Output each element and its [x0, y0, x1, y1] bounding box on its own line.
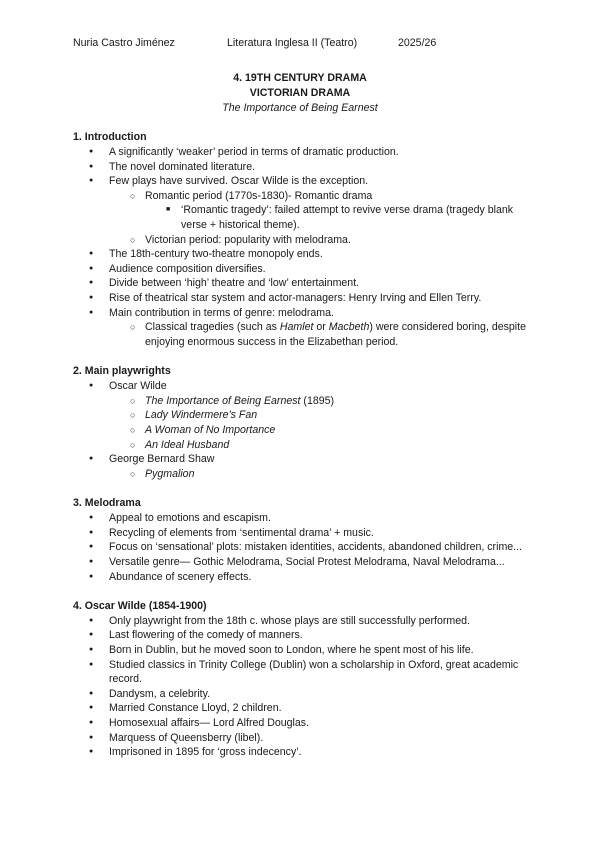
- sub-list: [109, 394, 533, 452]
- section-main-playwrights: [73, 364, 533, 481]
- list-item: ● The novel dominated literature.: [73, 160, 533, 175]
- bullet-list: [73, 614, 533, 760]
- sub-list-item: [73, 394, 533, 409]
- document-body: [73, 130, 533, 775]
- header-author: Nuria Castro Jiménez: [73, 37, 175, 49]
- list-item-text: Few plays have survived. Oscar Wilde is the exception.: [109, 175, 369, 188]
- bullet-list: [73, 511, 533, 584]
- list-item: ● The 18th-century two-theatre monopoly ends.: [73, 247, 533, 262]
- section-title: 4. Oscar Wilde (1854-1900): [73, 599, 207, 612]
- list-item: ● Studied classics in Trinity College (Dublin) won a scholarship in Oxford, great academic record.: [73, 658, 533, 687]
- play-title: The Importance of Being Earnest: [145, 394, 301, 407]
- section-title: 3. Melodrama: [73, 497, 141, 510]
- list-item: ● Only playwright from the 18th c. whose plays are still successfully performed.: [73, 614, 533, 629]
- sub-list-item: [73, 189, 533, 233]
- list-item: ● Abundance of scenery effects.: [73, 570, 533, 585]
- list-item: [73, 379, 533, 452]
- play-title-macbeth: Macbeth: [328, 321, 370, 334]
- sub-list-item: ○ An Ideal Husband: [73, 438, 533, 453]
- list-item: ● Versatile genre— Gothic Melodrama, Social Protest Melodrama, Naval Melodrama...: [73, 555, 533, 570]
- sub-list: [109, 189, 533, 247]
- section-melodrama: [73, 496, 533, 584]
- document-subtitle: VICTORIAN DRAMA: [249, 87, 351, 99]
- header-course: Literatura Inglesa II (Teatro): [227, 37, 358, 49]
- list-item: ● Marquess of Queensberry (libel).: [73, 731, 533, 746]
- document-play-title: The Importance of Being Earnest: [222, 102, 378, 114]
- sub-list-item: ○ A Woman of No Importance: [73, 423, 533, 438]
- list-item: ● Appeal to emotions and escapism.: [73, 511, 533, 526]
- sub-list: [109, 467, 533, 482]
- play-year: (1895): [300, 394, 335, 407]
- list-item-text: Romantic period (1770s-1830)- Romantic drama: [145, 189, 373, 202]
- list-item-text: George Bernard Shaw: [109, 453, 215, 466]
- section-oscar-wilde: [73, 599, 533, 760]
- list-item: [73, 306, 533, 350]
- title-block: [0, 71, 600, 116]
- sub-list-item: ○ Victorian period: popularity with melodrama.: [73, 233, 533, 248]
- document-title: 4. 19TH CENTURY DRAMA: [233, 72, 367, 84]
- list-item-text: Oscar Wilde: [109, 380, 167, 393]
- text-fragment: Classical tragedies (such as: [145, 321, 280, 334]
- list-item: ● Recycling of elements from ‘sentimental drama’ + music.: [73, 526, 533, 541]
- list-item: ● Audience composition diversifies.: [73, 262, 533, 277]
- sub-sub-list: [145, 203, 533, 232]
- list-item: ● Married Constance Lloyd, 2 children.: [73, 701, 533, 716]
- list-item: ● Focus on ‘sensational’ plots: mistaken identities, accidents, abandoned children, crime...: [73, 540, 533, 555]
- sub-list-item: ○ Lady Windermere’s Fan: [73, 408, 533, 423]
- list-item-text: Main contribution in terms of genre: melodrama.: [109, 306, 334, 319]
- text-fragment: ) were considered boring, despite enjoying enormous success in the Elizabethan period.: [145, 321, 526, 348]
- text-fragment: or: [313, 321, 329, 334]
- section-introduction: [73, 130, 533, 349]
- bullet-list: [73, 379, 533, 481]
- page-header: [73, 36, 553, 50]
- header-year: 2025/26: [398, 37, 437, 49]
- section-title: 1. Introduction: [73, 131, 147, 143]
- bullet-list: [73, 145, 533, 349]
- list-item: [73, 174, 533, 247]
- sub-sub-list-item: ■ ‘Romantic tragedy’: failed attempt to revive verse drama (tragedy blank verse + historical theme).: [73, 203, 533, 232]
- sub-list-item: ○ Pygmalion: [73, 467, 533, 482]
- list-item: ● Dandysm, a celebrity.: [73, 687, 533, 702]
- list-item: ● Last flowering of the comedy of manners.: [73, 628, 533, 643]
- list-item: ● Divide between ‘high’ theatre and ‘low’ entertainment.: [73, 276, 533, 291]
- sub-list: [109, 320, 533, 349]
- section-title: 2. Main playwrights: [73, 365, 171, 378]
- sub-list-item: [73, 320, 533, 349]
- list-item: [73, 452, 533, 481]
- list-item: ● A significantly ‘weaker’ period in terms of dramatic production.: [73, 145, 533, 160]
- list-item: ● Homosexual affairs— Lord Alfred Douglas.: [73, 716, 533, 731]
- list-item: ● Born in Dublin, but he moved soon to London, where he spent most of his life.: [73, 643, 533, 658]
- list-item: ● Rise of theatrical star system and actor-managers: Henry Irving and Ellen Terry.: [73, 291, 533, 306]
- list-item: ● Imprisoned in 1895 for ‘gross indecency’.: [73, 745, 533, 760]
- play-title-hamlet: Hamlet: [279, 321, 314, 334]
